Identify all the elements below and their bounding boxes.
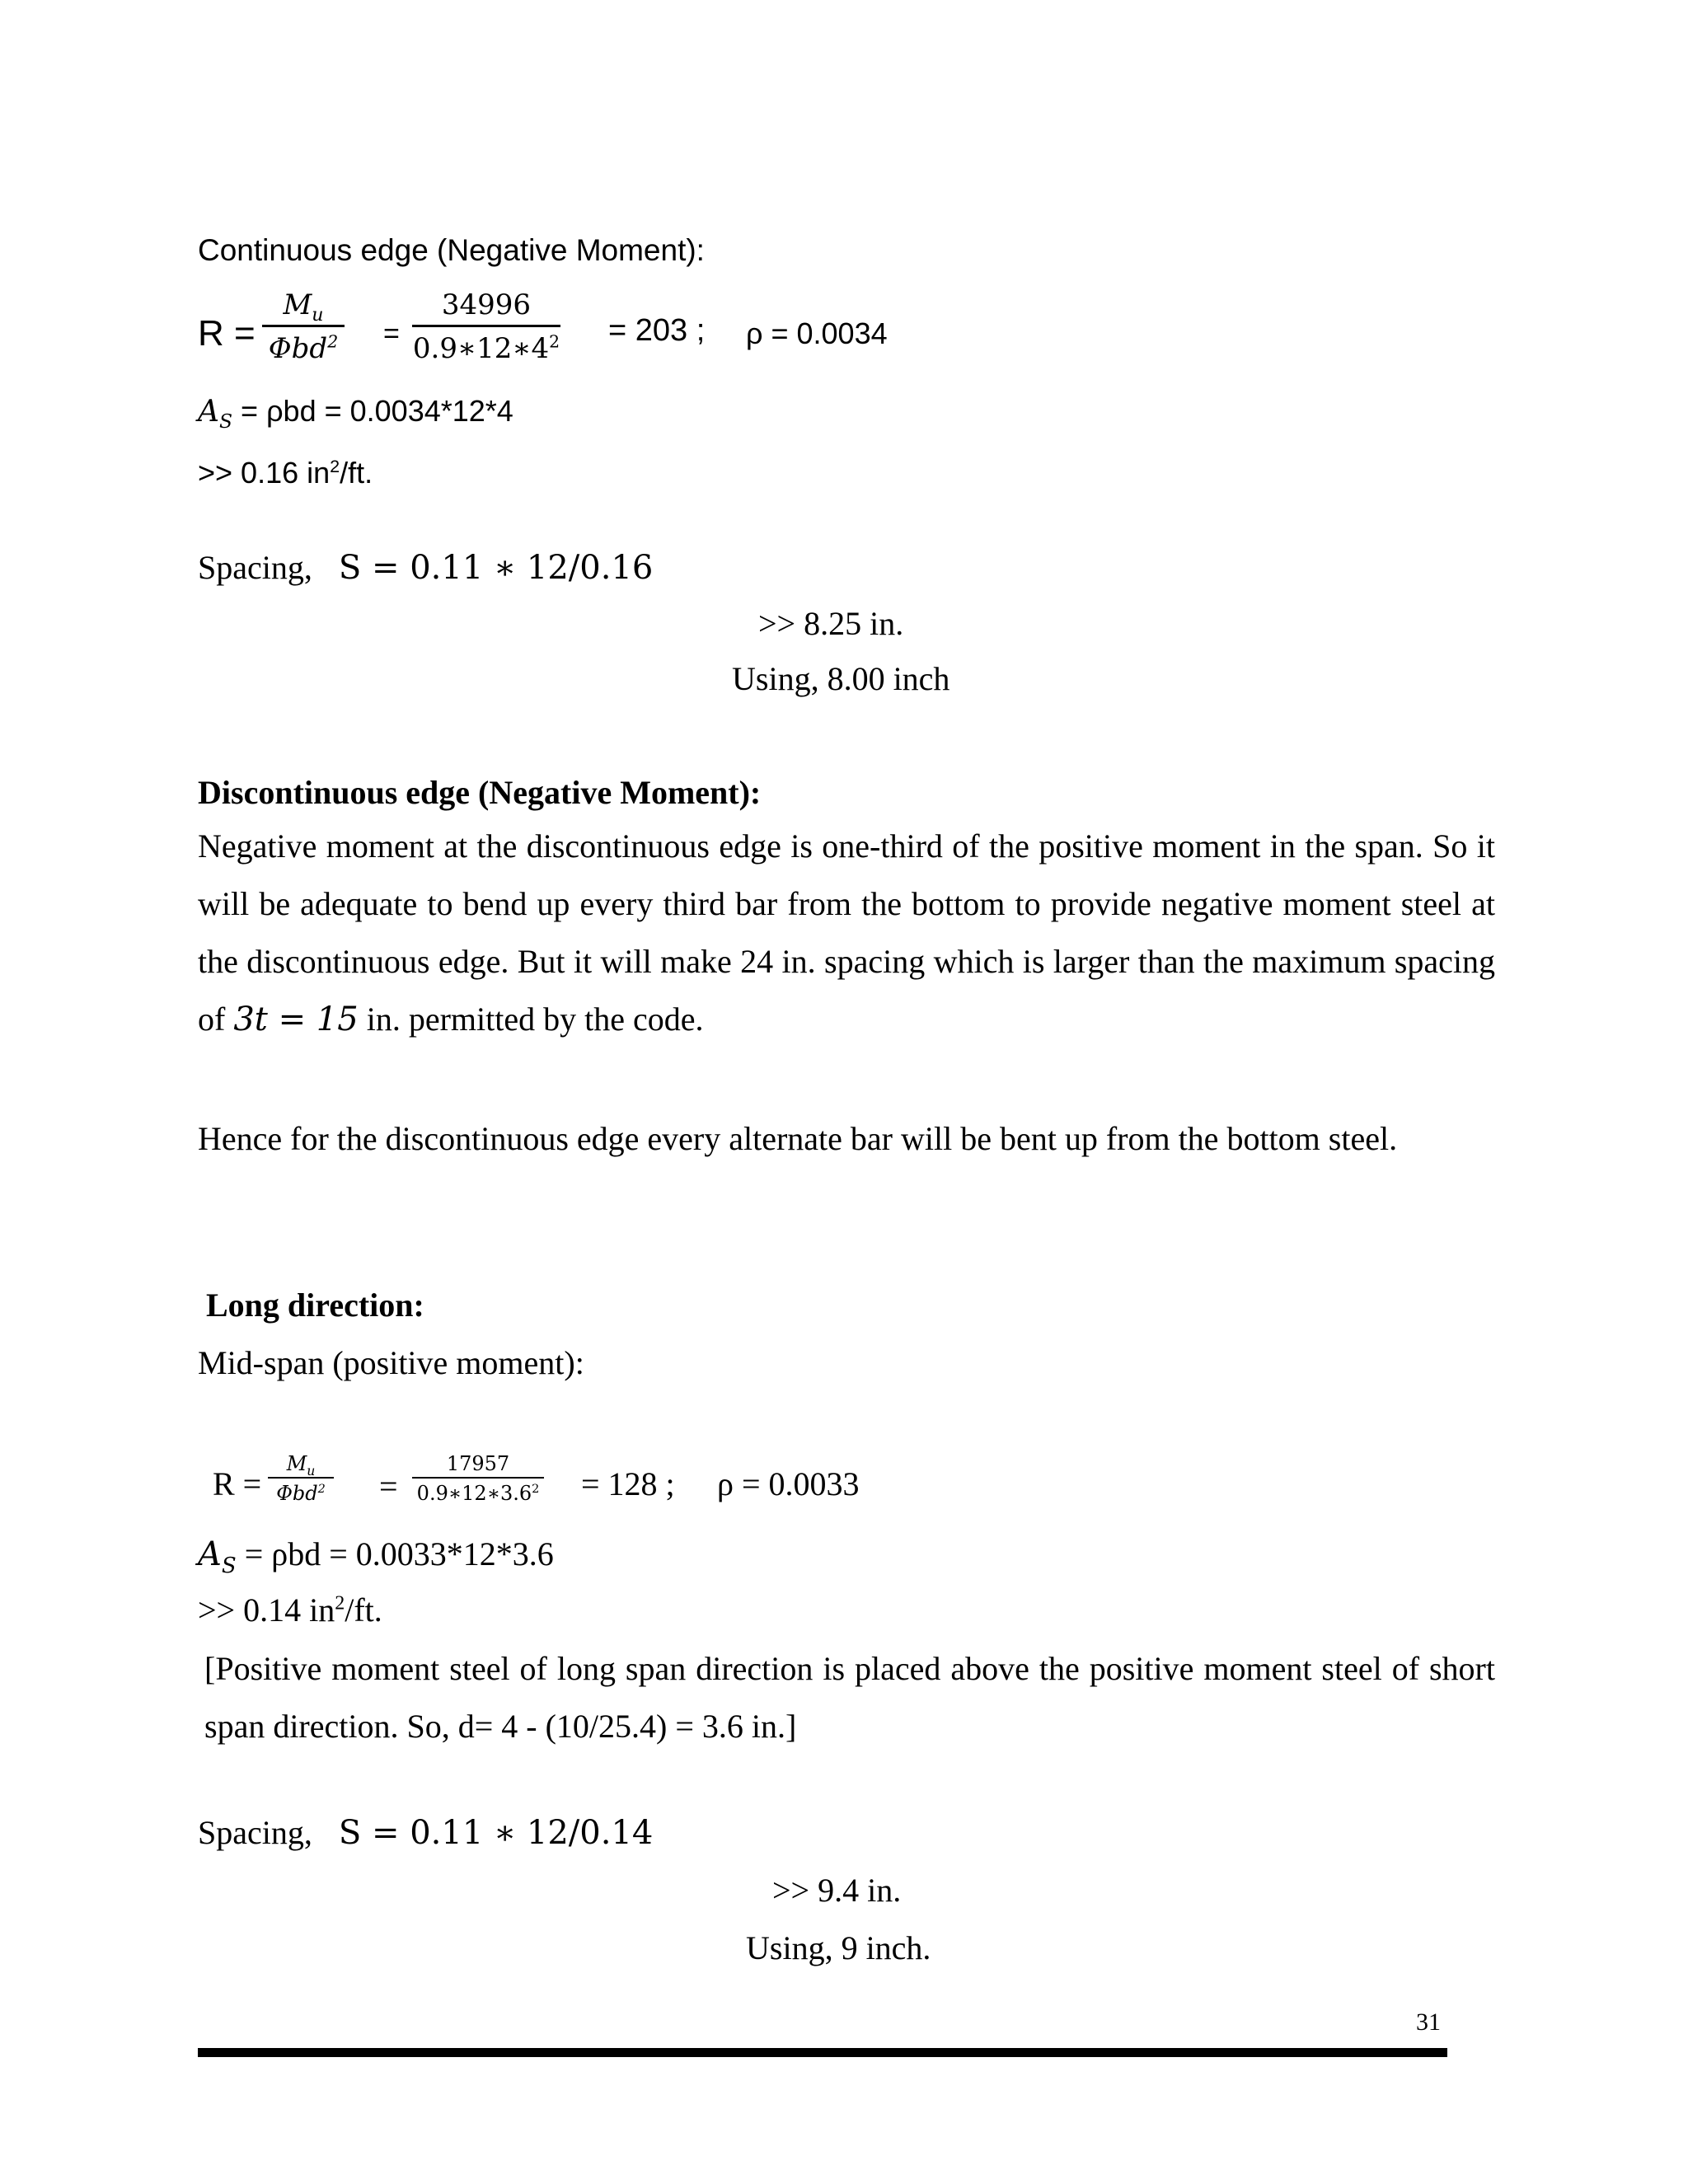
r-label-long: R =	[213, 1465, 262, 1502]
paragraph-math: 3t = 15	[233, 1001, 359, 1038]
r-fraction-symbolic-long	[268, 1452, 334, 1505]
as-result	[198, 456, 373, 490]
mu-subscript: u	[307, 1463, 316, 1479]
spacing-label: Spacing,	[198, 549, 312, 586]
page-number: 31	[1416, 2008, 1441, 2036]
equals-sign: =	[383, 318, 400, 349]
as-result-exponent-long: 2	[335, 1592, 345, 1615]
as-symbol: A	[198, 395, 219, 429]
spacing-label-long: Spacing,	[198, 1814, 312, 1851]
spacing-result-long: >> 9.4 in.	[772, 1872, 902, 1909]
fraction-bar	[262, 325, 345, 327]
as-result-long	[198, 1591, 382, 1629]
moment-value-long: 17957	[446, 1452, 510, 1475]
denominator-value-long: 0.9∗12∗3.6	[416, 1482, 532, 1505]
r-label: R =	[198, 313, 256, 354]
denominator-exponent: 2	[549, 331, 560, 352]
equals-sign-long: =	[379, 1468, 398, 1505]
long-direction-heading: Long direction:	[206, 1286, 424, 1324]
paragraph-text-end: in. permitted by the code.	[358, 1001, 704, 1038]
fraction-bar	[412, 325, 560, 327]
denominator-value: 0.9∗12∗4	[412, 332, 550, 365]
mu-symbol: M	[283, 288, 312, 321]
spacing-using: Using, 8.00 inch	[732, 660, 950, 697]
discontinuous-paragraph	[198, 818, 1495, 1048]
rho-value: ρ = 0.0034	[746, 316, 888, 350]
as-result-value: >> 0.16 in	[198, 456, 331, 490]
phi-bd-exponent: 2	[317, 1483, 326, 1496]
mu-subscript: u	[312, 303, 324, 326]
spacing-line-long	[198, 1813, 653, 1852]
spacing-formula-long: S = 0.11 ∗ 12/0.14	[338, 1814, 654, 1852]
as-formula-long: = ρbd = 0.0033*12*3.6	[244, 1535, 554, 1572]
fraction-bar	[412, 1477, 544, 1479]
long-span-note: [Positive moment steel of long span direction is placed above the positive moment steel of short span direction. So, d= 4 - (10/25.4) = 3.6 in.]	[204, 1650, 1495, 1745]
spacing-line	[198, 548, 653, 587]
spacing-using-long: Using, 9 inch.	[746, 1929, 931, 1966]
as-result-exponent: 2	[330, 456, 340, 476]
r-result-long: = 128 ;	[581, 1465, 675, 1502]
as-equation	[198, 394, 513, 434]
as-subscript: S	[219, 410, 233, 434]
phi-bd-symbol: Φbd	[268, 332, 328, 365]
phi-bd-exponent: 2	[327, 331, 339, 352]
r-result: = 203 ;	[608, 313, 706, 348]
spacing-result: >> 8.25 in.	[758, 605, 904, 642]
rho-value-long: ρ = 0.0033	[717, 1465, 860, 1502]
phi-bd-symbol: Φbd	[276, 1482, 318, 1505]
moment-value: 34996	[441, 288, 532, 321]
r-fraction-symbolic	[262, 288, 345, 365]
discontinuous-edge-heading: Discontinuous edge (Negative Moment):	[198, 774, 762, 811]
as-formula: = ρbd = 0.0034*12*4	[241, 394, 513, 428]
denominator-exponent-long: 2	[532, 1483, 540, 1496]
r-fraction-numeric	[412, 288, 560, 365]
as-subscript: S	[221, 1554, 237, 1578]
as-symbol: A	[198, 1535, 222, 1573]
as-result-value-long: >> 0.14 in	[198, 1591, 335, 1629]
mu-symbol: M	[286, 1452, 307, 1475]
as-equation-long	[198, 1535, 554, 1578]
spacing-formula: S = 0.11 ∗ 12/0.16	[338, 549, 654, 587]
as-result-unit-long: /ft.	[345, 1591, 382, 1629]
alternate-bar-paragraph: Hence for the discontinuous edge every alternate bar will be bent up from the bottom steel.	[198, 1120, 1398, 1157]
as-result-unit: /ft.	[340, 456, 373, 490]
continuous-edge-heading: Continuous edge (Negative Moment):	[198, 233, 705, 267]
paragraph-text: Negative moment at the discontinuous edge is one-third of the positive moment in the span. So it will be adequate to bend up every third bar from the bottom to provide negative moment steel at the discontinuous edge. But it will make 24 in. spacing which is larger than the maximum spacing of	[198, 827, 1495, 1038]
fraction-bar	[268, 1477, 334, 1479]
footer-rule	[198, 2048, 1447, 2057]
r-fraction-numeric-long	[412, 1452, 544, 1505]
mid-span-subheading: Mid-span (positive moment):	[198, 1344, 584, 1381]
